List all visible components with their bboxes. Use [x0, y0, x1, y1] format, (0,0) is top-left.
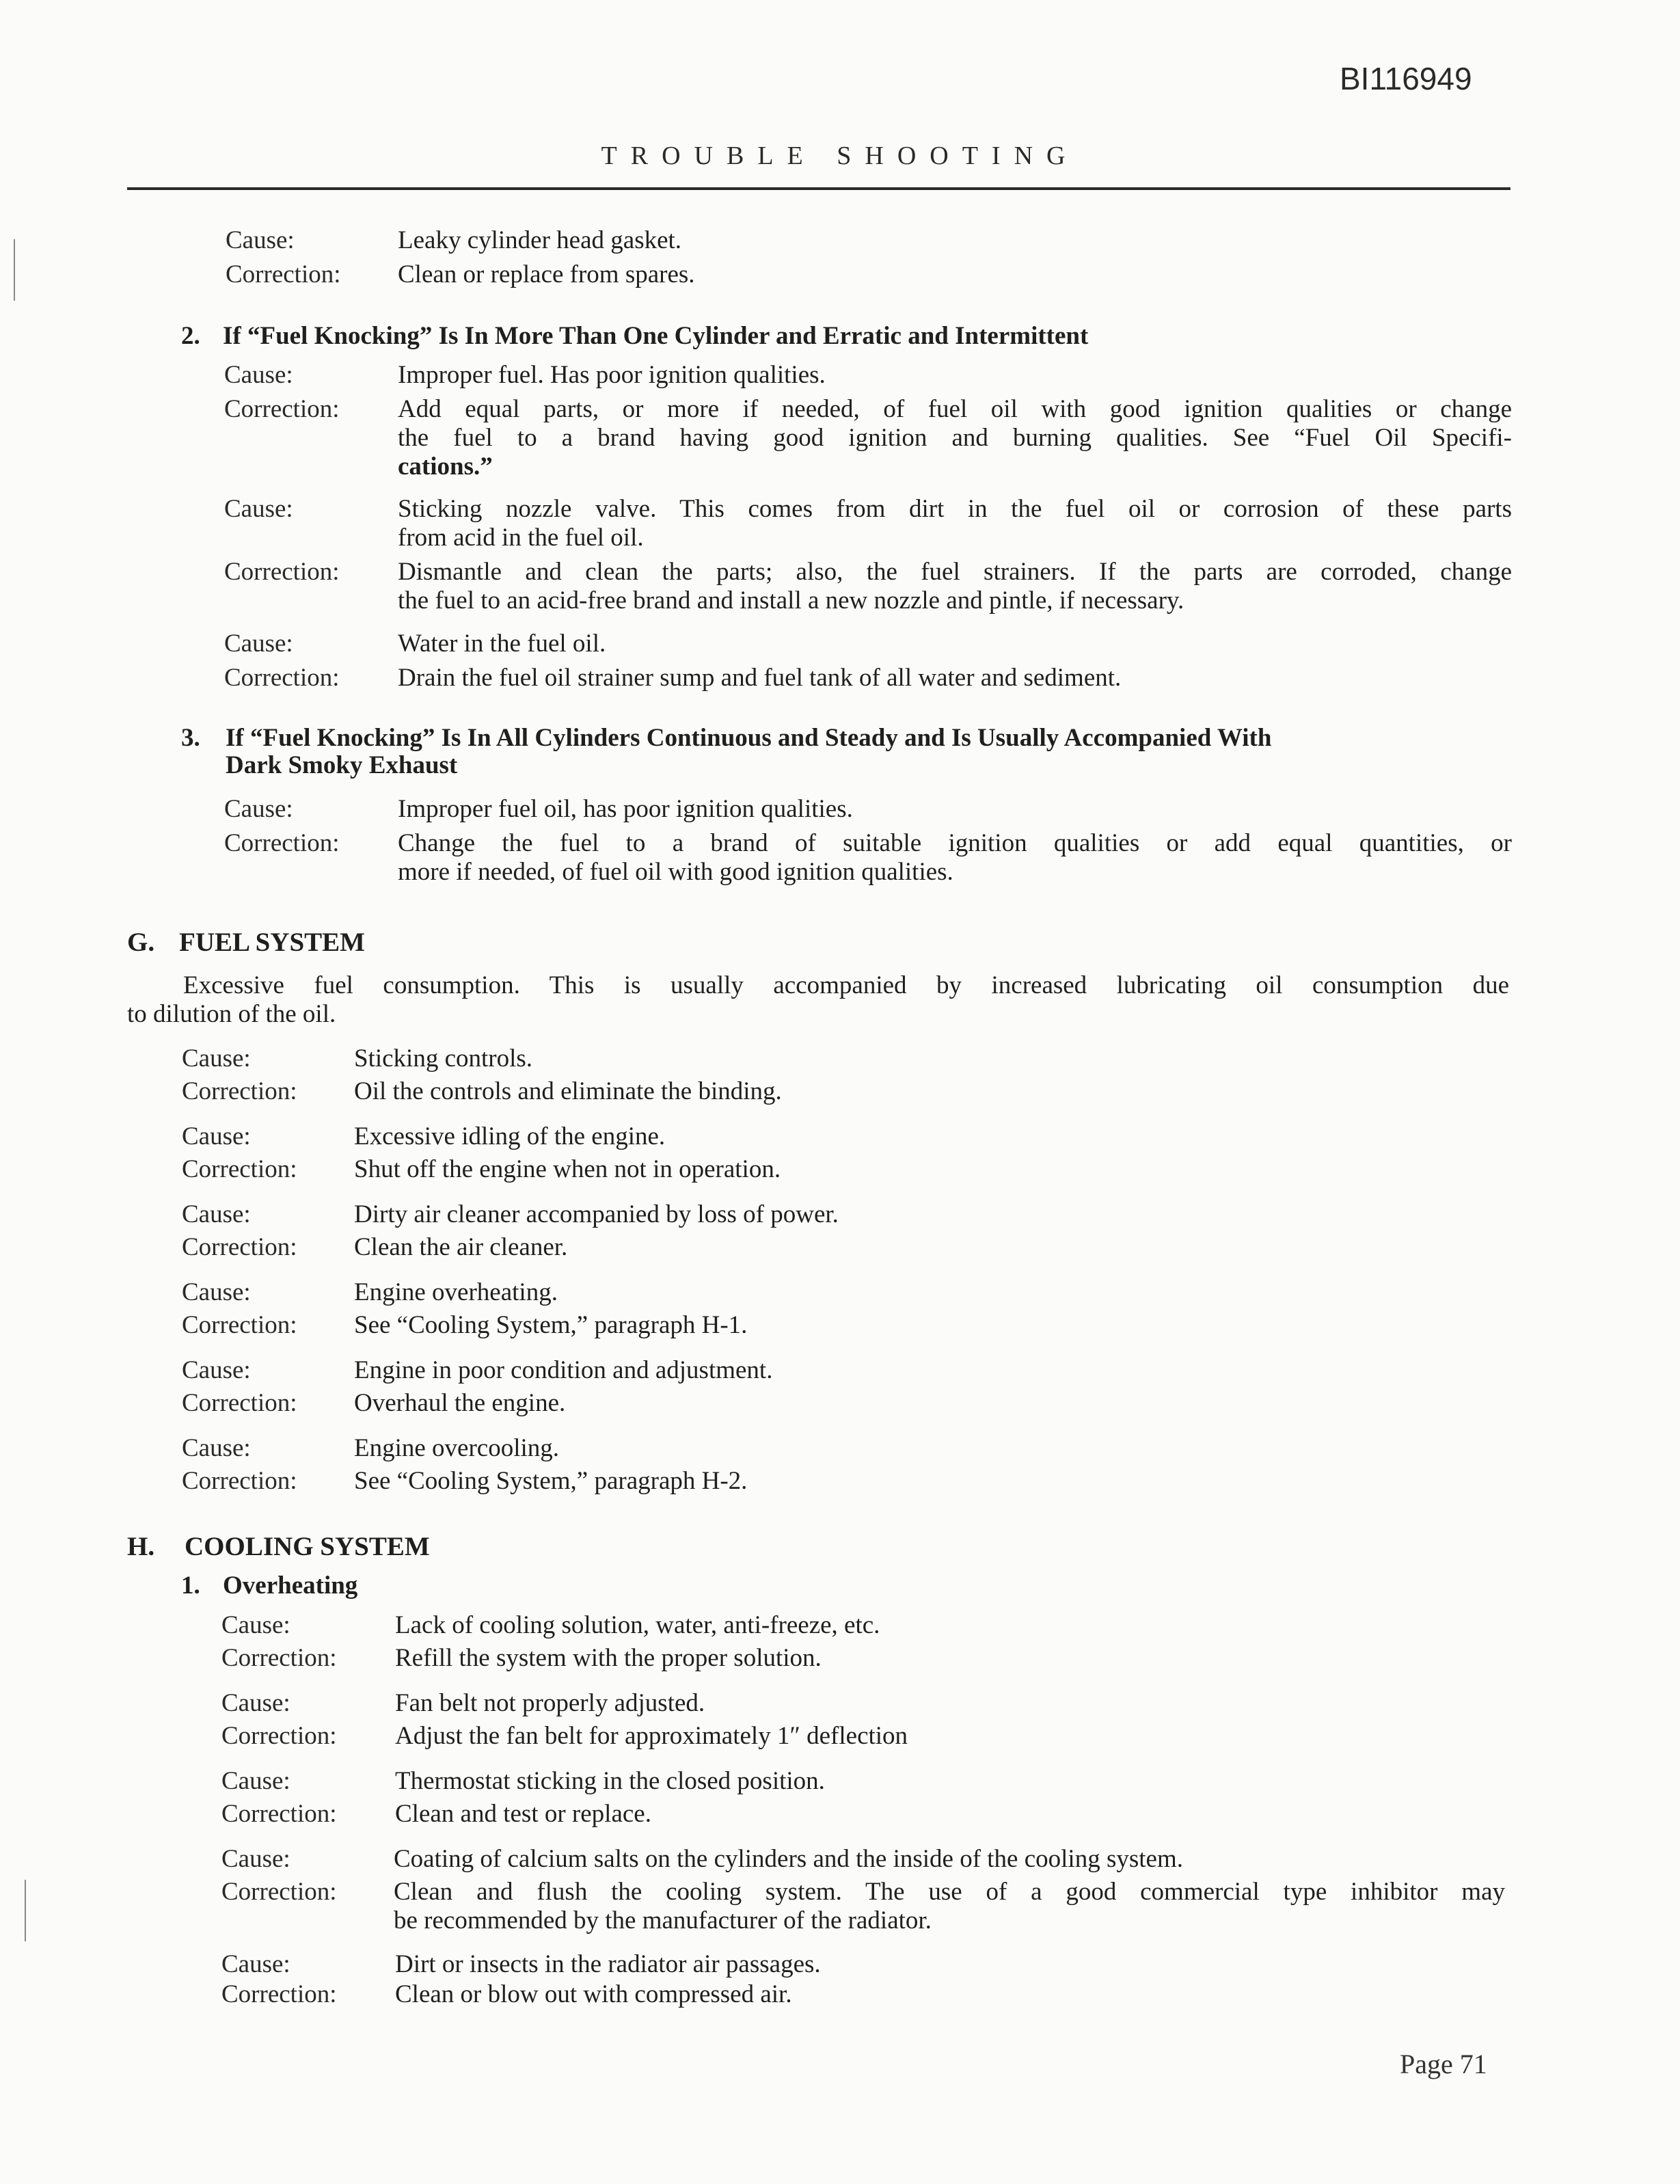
cause-text: Dirt or insects in the radiator air passages. [395, 1950, 821, 1978]
scan-mark [25, 1880, 26, 1941]
cause-text: Thermostat sticking in the closed position. [395, 1767, 825, 1795]
cause-label: Cause: [221, 1767, 290, 1795]
correction-text: Refill the system with the proper solution. [395, 1644, 822, 1672]
correction-text: See “Cooling System,” paragraph H-2. [354, 1467, 748, 1495]
correction-label: Correction: [221, 1722, 337, 1750]
cause-label: Cause: [224, 361, 293, 389]
cause-label: Cause: [224, 630, 293, 658]
correction-label: Correction: [221, 1980, 337, 2008]
correction-text: See “Cooling System,” paragraph H-1. [354, 1311, 748, 1339]
header-rule [127, 187, 1510, 190]
cause-label: Cause: [221, 1845, 290, 1873]
item-number: 2. [181, 322, 200, 350]
cause-text: Engine in poor condition and adjustment. [354, 1356, 773, 1384]
correction-text: be recommended by the manufacturer of the radiator. [394, 1906, 932, 1934]
cause-label: Cause: [182, 1044, 251, 1073]
correction-label: Correction: [182, 1467, 297, 1495]
correction-text: Clean or replace from spares. [398, 260, 695, 288]
section-title: COOLING SYSTEM [185, 1532, 430, 1561]
correction-text: Adjust the fan belt for approximately 1″ deflection [395, 1722, 908, 1750]
cause-text: from acid in the fuel oil. [398, 524, 644, 552]
item-title: Dark Smoky Exhaust [226, 751, 458, 779]
correction-text: Drain the fuel oil strainer sump and fuel tank of all water and sediment. [398, 664, 1122, 692]
item-title: If “Fuel Knocking” Is In More Than One Cylinder and Erratic and Intermittent [223, 322, 1089, 350]
correction-label: Correction: [224, 664, 340, 692]
correction-label: Correction: [182, 1233, 297, 1261]
correction-label: Correction: [224, 395, 340, 423]
cause-label: Cause: [182, 1356, 251, 1384]
cause-text: Engine overcooling. [354, 1434, 560, 1462]
page-number: Page 71 [1400, 2049, 1487, 2079]
cause-text: Improper fuel. Has poor ignition qualities. [398, 361, 826, 389]
cause-text: Leaky cylinder head gasket. [398, 226, 682, 254]
correction-text: cations.” [398, 453, 493, 481]
correction-text: Overhaul the engine. [354, 1389, 566, 1417]
cause-text: Coating of calcium salts on the cylinders and the inside of the cooling system. [394, 1845, 1183, 1873]
cause-label: Cause: [221, 1611, 290, 1639]
correction-text: more if needed, of fuel oil with good ignition qualities. [398, 858, 953, 886]
correction-label: Correction: [224, 829, 340, 857]
correction-label: Correction: [182, 1311, 297, 1339]
correction-text: Clean the air cleaner. [354, 1233, 568, 1261]
subsection-number: 1. [181, 1572, 200, 1600]
correction-label: Correction: [226, 260, 341, 288]
running-head: TROUBLE SHOOTING [601, 141, 1079, 170]
cause-text: Dirty air cleaner accompanied by loss of power. [354, 1200, 839, 1228]
correction-text: the fuel to a brand having good ignition and burning qualities. See “Fuel Oil Specifi- [398, 424, 1512, 452]
cause-label: Cause: [182, 1434, 251, 1462]
cause-text: Sticking nozzle valve. This comes from dirt in the fuel oil or corrosion of these parts [398, 495, 1512, 523]
correction-label: Correction: [221, 1644, 337, 1672]
correction-text: Clean or blow out with compressed air. [395, 1980, 792, 2008]
cause-text: Improper fuel oil, has poor ignition qualities. [398, 795, 853, 823]
correction-text: Change the fuel to a brand of suitable ignition qualities or add equal quantities, or [398, 829, 1512, 857]
cause-text: Engine overheating. [354, 1278, 558, 1306]
correction-label: Correction: [224, 558, 340, 586]
correction-text: Clean and test or replace. [395, 1800, 651, 1828]
cause-label: Cause: [226, 226, 295, 254]
section-letter: H. [127, 1532, 155, 1561]
cause-label: Cause: [182, 1200, 251, 1228]
section-title: FUEL SYSTEM [179, 928, 365, 957]
cause-text: Lack of cooling solution, water, anti-freeze, etc. [395, 1611, 880, 1639]
item-number: 3. [181, 724, 200, 752]
cause-label: Cause: [224, 795, 293, 823]
cause-text: Excessive idling of the engine. [354, 1122, 666, 1150]
cause-label: Cause: [224, 495, 293, 523]
subsection-title: Overheating [223, 1572, 358, 1600]
section-intro: to dilution of the oil. [127, 1000, 336, 1028]
correction-label: Correction: [221, 1800, 337, 1828]
section-intro: Excessive fuel consumption. This is usually accompanied by increased lubricating oil consumption due [183, 971, 1509, 999]
correction-text: Oil the controls and eliminate the binding. [354, 1077, 782, 1105]
correction-text: Clean and flush the cooling system. The use of a good commercial type inhibitor may [394, 1878, 1505, 1906]
cause-label: Cause: [221, 1689, 290, 1717]
cause-text: Water in the fuel oil. [398, 630, 606, 658]
cause-label: Cause: [182, 1122, 251, 1150]
correction-text: Dismantle and clean the parts; also, the fuel strainers. If the parts are corroded, change [398, 558, 1512, 586]
cause-label: Cause: [221, 1950, 290, 1978]
item-title: If “Fuel Knocking” Is In All Cylinders Continuous and Steady and Is Usually Accompanied With [226, 724, 1272, 752]
correction-text: Add equal parts, or more if needed, of fuel oil with good ignition qualities or change [398, 395, 1512, 423]
correction-text: the fuel to an acid-free brand and install a new nozzle and pintle, if necessary. [398, 587, 1184, 615]
correction-text: Shut off the engine when not in operation. [354, 1155, 781, 1183]
correction-label: Correction: [221, 1878, 337, 1906]
correction-label: Correction: [182, 1077, 297, 1105]
scan-mark [14, 239, 15, 301]
document-id: BI116949 [1340, 61, 1472, 96]
cause-text: Sticking controls. [354, 1044, 533, 1073]
cause-label: Cause: [182, 1278, 251, 1306]
section-letter: G. [127, 928, 155, 957]
correction-label: Correction: [182, 1389, 297, 1417]
cause-text: Fan belt not properly adjusted. [395, 1689, 705, 1717]
correction-label: Correction: [182, 1155, 297, 1183]
